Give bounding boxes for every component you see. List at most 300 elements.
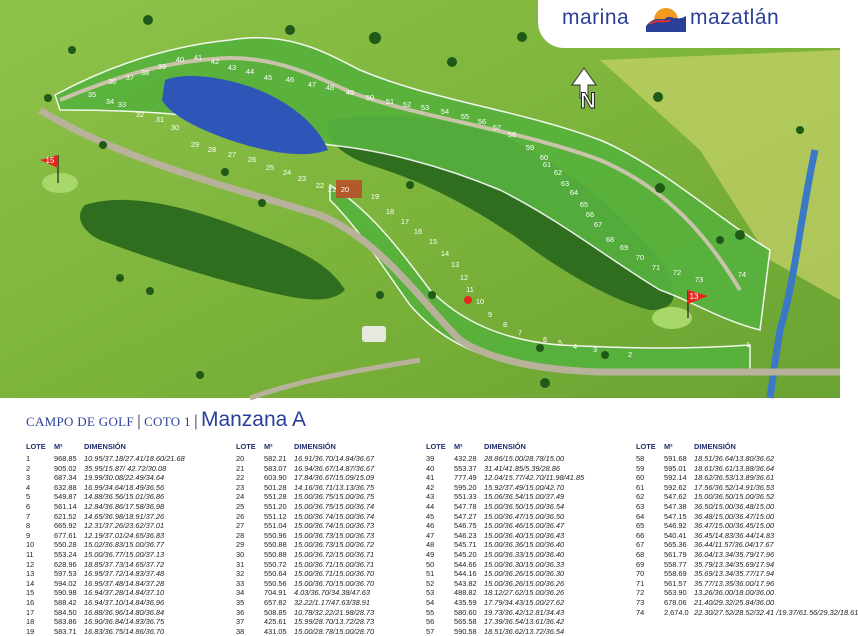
lot-label: 31 [155,114,165,124]
lot-label: 61 [542,159,552,169]
lot-area: 905.02 [54,463,77,473]
lot-label: 60 [539,152,549,162]
table-row [236,540,426,550]
heading-part-3: Manzana A [200,408,307,431]
lot-dimension: 16.90/36.84/14.83/36.75 [84,617,165,627]
lot-area: 558.77 [664,559,687,569]
lot-area: 546.23 [454,530,477,540]
lot-dimension: 36.50/15.00/36.48/15.00 [694,501,775,511]
lot-number: 54 [426,597,435,607]
table-row [26,598,224,608]
table-header [26,442,224,452]
lot-dimension: 14.16/36.71/13.13/36.75 [294,482,375,492]
lot-area: 583.71 [54,626,77,636]
lot-number: 56 [426,617,435,627]
lot-label: 36 [107,76,117,86]
lot-number: 62 [636,492,645,502]
table-row [636,588,836,598]
lot-number: 47 [426,530,435,540]
lot-table-column [236,442,426,636]
lot-number: 35 [236,597,245,607]
lot-label: 22 [315,180,325,190]
table-row [636,512,836,522]
north-label: N [580,88,596,113]
lot-area: 583.07 [264,463,287,473]
lot-number: 60 [636,473,645,483]
table-row [636,473,836,483]
table-row [636,454,836,464]
lot-dimension: 15.00/36.72/15.00/36.71 [294,549,375,559]
lot-dimension: 15.00/36.73/15.00/36.73 [294,530,375,540]
lot-area: 435.59 [454,597,477,607]
lot-label: 40 [175,54,185,64]
header-dimension: DIMENSIÓN [294,442,336,451]
lot-area: 582.21 [264,454,287,463]
lot-number: 43 [426,492,435,502]
lot-dimension: 15.00/36.50/15.00/36.52 [694,492,775,502]
lot-label: 12 [459,272,469,282]
lot-dimension: 16.91/36.70/14.84/36.67 [294,454,375,463]
lot-label: 25 [265,162,275,172]
lot-dimension: 19.73/36.42/12.81/34.43 [484,607,565,617]
lot-dimension: 35.79/13.34/35.69/17.94 [694,559,775,569]
table-header [636,442,836,452]
lot-area: 677.61 [54,530,77,540]
lot-number: 1 [26,454,31,463]
lot-number: 27 [236,521,245,531]
lot-dimension: 12.19/37.01/24.65/36.83 [84,530,165,540]
lot-number: 34 [236,588,245,598]
lot-label: 64 [569,187,579,197]
heading-separator: | [193,413,198,430]
lot-dimension: 15.00/36.73/15.00/36.72 [294,540,375,550]
lot-number: 68 [636,549,645,559]
lot-dimension: 15.92/37.49/15.00/42.70 [484,482,565,492]
lot-area: 543.82 [454,578,477,588]
table-row [26,512,224,522]
lot-number: 17 [26,607,35,617]
lot-area: 545.71 [454,540,477,550]
lot-number: 39 [426,454,435,463]
table-row [426,550,626,560]
lot-dimension: 36.47/15.00/36.45/15.00 [694,521,775,531]
lot-dimension: 10.78/32.22/21.98/28.73 [294,607,375,617]
lot-dimension: 15.00/36.33/15.00/36.40 [484,549,565,559]
brand-word-1: marina [562,6,630,29]
lot-dimension: 36.48/15.00/36.47/15.00 [694,511,775,521]
lot-area: 551.12 [264,511,287,521]
table-row [426,579,626,589]
lot-dimension: 15.00/36.47/15.00/36.50 [484,511,565,521]
lot-dimension: 35.95/15.87/ 42.72/30.08 [84,463,167,473]
table-row [426,492,626,502]
table-row [236,454,426,464]
table-row [426,473,626,483]
marker-dot [464,296,472,304]
green-15 [42,173,78,193]
lot-dimension: 36.45/14.83/36.44/14.83 [694,530,775,540]
header-m2: M² [54,442,63,451]
lot-number: 31 [236,559,245,569]
lot-label: 66 [585,209,595,219]
lot-number: 18 [26,617,35,627]
flag-15-label: 15 [45,156,55,165]
lot-dimension: 15.00/36.71/15.00/36.71 [294,559,375,569]
lot-dimension: 15.06/36.54/15.00/37.49 [484,492,565,502]
lot-label: 28 [207,144,217,154]
lot-number: 65 [636,521,645,531]
lot-number: 3 [26,473,31,483]
lot-label: 32 [135,109,145,119]
header-lote: LOTE [636,442,656,451]
lot-number: 22 [236,473,245,483]
lot-label: 23 [297,173,307,183]
lot-number: 13 [26,569,35,579]
lot-label: 20 [340,184,350,194]
lot-dimension: 16.99/34.64/18.49/36.56 [84,482,165,492]
lot-area: 561.14 [54,501,77,511]
table-row [26,579,224,589]
lot-number: 4 [26,482,31,492]
table-row [26,569,224,579]
brand-sun-icon [642,4,690,34]
lot-dimension: 17.56/36.52/14.91/36.53 [694,482,775,492]
lot-number: 7 [26,511,31,521]
table-row [426,569,626,579]
lot-dimension: 36.44/11.57/36.04/17.67 [694,540,774,550]
lot-area: 592.14 [664,473,687,483]
golf-cart [362,326,386,342]
lot-dimension: 15.00/36.70/15.00/36.70 [294,578,375,588]
lot-label: 44 [245,66,255,76]
lot-label: 71 [651,262,661,272]
table-row [26,502,224,512]
lot-dimension: 15.00/36.71/15.00/36.70 [294,569,375,579]
lot-area: 704.91 [264,588,287,598]
heading-part-2: COTO 1 [144,414,191,429]
lot-label: 58 [507,129,517,139]
lot-number: 16 [26,597,35,607]
brand-word-2: mazatlán [690,6,780,29]
lot-label: 74 [737,269,747,279]
header-m2: M² [454,442,463,451]
lot-label: 59 [525,142,535,152]
lot-number: 53 [426,588,435,598]
lot-label: 29 [190,139,200,149]
lot-area: 550.28 [54,540,77,550]
lot-number: 72 [636,588,645,598]
lot-dimension: 18.51/36.64/13.80/36.62 [694,454,775,463]
lot-number: 30 [236,549,245,559]
lot-label: 47 [307,79,317,89]
lot-area: 595.20 [454,482,477,492]
lot-label: 9 [487,309,493,319]
lot-area: 545.20 [454,549,477,559]
table-row [26,627,224,636]
lot-dimension: 17.84/36.67/15.09/15.09 [294,473,375,483]
lot-dimension: 15.00/36.46/15.00/36.47 [484,521,565,531]
lot-number: 12 [26,559,35,569]
lot-label: 72 [672,267,682,277]
section-heading [26,408,306,432]
table-row [236,569,426,579]
lot-area: 583.86 [54,617,77,627]
lot-label: 41 [193,52,203,62]
table-row [426,454,626,464]
lot-dimension: 32.22/1.17/47.63/38.91 [294,597,371,607]
lot-label: 65 [579,199,589,209]
lot-number: 5 [26,492,31,502]
table-row [426,502,626,512]
lot-label: 4 [572,341,578,351]
lot-number: 32 [236,569,245,579]
lot-table-column [26,442,224,636]
lot-area: 551.28 [264,492,287,502]
lot-label: 51 [385,96,395,106]
lot-area: 550.72 [264,559,287,569]
lot-label: 17 [400,216,410,226]
lot-number: 8 [26,521,31,531]
table-row [426,598,626,608]
lot-area: 588.42 [54,597,77,607]
lot-number: 51 [426,569,435,579]
lot-label: 30 [170,122,180,132]
lot-number: 45 [426,511,435,521]
table-row [26,464,224,474]
lot-label: 34 [105,96,115,106]
lot-table-column [636,442,858,617]
lot-number: 64 [636,511,645,521]
lot-number: 58 [636,454,645,463]
header-m2: M² [664,442,673,451]
lot-label: 8 [502,319,508,329]
lot-area: 547.38 [664,501,687,511]
lot-area: 547.62 [664,492,687,502]
lot-dimension: 15.02/36.83/15.00/36.77 [84,540,165,550]
lot-number: 71 [636,578,645,588]
lot-label: 55 [460,111,470,121]
lot-label: 5 [557,337,563,347]
table-row [26,540,224,550]
green-13 [652,307,692,329]
lot-area: 551.04 [264,521,287,531]
table-row [426,617,626,627]
lot-number: 66 [636,530,645,540]
lot-area: 488.82 [454,588,477,598]
lot-area: 968.85 [54,454,77,463]
lot-label: 62 [553,167,563,177]
lot-dimension: 21.40/29.32/25.84/36.00 [694,597,775,607]
lot-dimension: 18.12/27.62/15.00/36.26 [484,588,565,598]
table-row [236,608,426,618]
lot-dimension: 15.00/36.30/15.00/36.33 [484,559,565,569]
lot-dimension: 15.00/36.50/15.00/36.54 [484,501,565,511]
lot-area: 590.98 [54,588,77,598]
lot-dimension: 35.77/13.35/36.00/17.96 [694,578,775,588]
lot-label: 42 [210,56,220,66]
lot-number: 57 [426,626,435,636]
table-row [636,502,836,512]
table-row [236,627,426,636]
lot-area: 550.96 [264,530,287,540]
lot-dimension: 15.00/36.77/15.00/37.13 [84,549,165,559]
lot-label: 50 [365,92,375,102]
flag-13-label: 13 [689,292,699,301]
table-row [236,464,426,474]
lot-label: 13 [450,259,460,269]
lot-dimension: 12.84/36.86/17.58/36.98 [84,501,165,511]
lot-label: 54 [440,106,450,116]
table-row [636,550,836,560]
lot-number: 37 [236,617,245,627]
table-row [636,569,836,579]
lot-dimension: 22.30/27.52/28.52/32.41 /19.37/61.56/29.32/18.61 [694,607,858,617]
table-row [236,492,426,502]
header-m2: M² [264,442,273,451]
lot-area: 425.61 [264,617,287,627]
lot-label: 68 [605,234,615,244]
lot-number: 29 [236,540,245,550]
table-row [236,521,426,531]
lot-dimension: 14.65/36.98/18.91/37.26 [84,511,165,521]
lot-area: 549.87 [54,492,77,502]
table-row [26,483,224,493]
lot-number: 74 [636,607,645,617]
lot-area: 628.96 [54,559,77,569]
lot-label: 2 [627,349,633,359]
lot-label: 53 [420,102,430,112]
lot-label: 21 [327,184,337,194]
lot-number: 23 [236,482,245,492]
lot-dimension: 17.39/36.54/13.61/36.42 [484,617,565,627]
lot-label: 6 [542,334,548,344]
table-row [236,502,426,512]
table-row [236,579,426,589]
lot-number: 40 [426,463,435,473]
lot-label: 19 [370,191,380,201]
heading-separator: | [136,413,142,430]
lot-label: 18 [385,206,395,216]
lot-area: 777.49 [454,473,477,483]
table-row [26,454,224,464]
lot-number: 24 [236,492,245,502]
lot-area: 550.56 [264,578,287,588]
table-row [26,492,224,502]
lot-dimension: 35.69/13.34/35.77/17.94 [694,569,775,579]
lot-label: 67 [593,219,603,229]
table-row [636,521,836,531]
lot-number: 15 [26,588,35,598]
lot-area: 595.01 [664,463,687,473]
lot-dimension: 16.94/36.67/14.87/36.67 [294,463,375,473]
table-row [236,512,426,522]
lot-area: 2,674.0 [664,607,689,617]
lot-dimension: 15.00/36.75/15.00/36.74 [294,501,375,511]
table-row [426,560,626,570]
lot-label: 73 [694,274,704,284]
header-dimension: DIMENSIÓN [484,442,526,451]
table-row [26,550,224,560]
lot-label: 52 [402,99,412,109]
table-row [236,483,426,493]
heading-part-1: CAMPO DE GOLF [26,414,134,429]
lot-area: 551.33 [454,492,477,502]
table-row [236,617,426,627]
lot-label: 1 [745,339,751,349]
lot-area: 621.52 [54,511,77,521]
table-header [236,442,426,452]
lot-dimension: 12.04/15.77/42.70/11.98/41.85 [484,473,585,483]
table-row [426,521,626,531]
lot-label: 57 [492,122,502,132]
lot-label: 49 [345,87,355,97]
lot-dimension: 17.79/34.43/15.00/27.62 [484,597,565,607]
table-row [236,588,426,598]
lot-area: 501.28 [264,482,287,492]
table-row [636,492,836,502]
lot-label: 24 [282,167,292,177]
table-row [26,617,224,627]
header-lote: LOTE [26,442,46,451]
lot-area: 603.90 [264,473,287,483]
lot-number: 41 [426,473,435,483]
table-row [426,531,626,541]
header-lote: LOTE [236,442,256,451]
lot-dimension: 18.61/36.61/13.88/36.64 [694,463,775,473]
header-lote: LOTE [426,442,446,451]
lot-number: 61 [636,482,645,492]
lot-label: 27 [227,149,237,159]
lot-area: 550.88 [264,540,287,550]
lot-label: 33 [117,99,127,109]
lot-area: 590.58 [454,626,477,636]
lot-area: 665.92 [54,521,77,531]
lot-number: 55 [426,607,435,617]
lot-label: 46 [285,74,295,84]
lot-label: 37 [125,72,135,82]
lot-area: 547.78 [454,501,477,511]
header-dimension: DIMENSIÓN [84,442,126,451]
lot-dimension: 15.00/36.36/15.00/36.40 [484,540,565,550]
lot-area: 657.82 [264,597,287,607]
lot-area: 558.69 [664,569,687,579]
lot-area: 544.16 [454,569,477,579]
lot-area: 592.62 [664,482,687,492]
lot-table-column [426,442,626,636]
lot-number: 25 [236,501,245,511]
brand-logo [538,0,840,48]
lot-dimension: 16.95/37.72/14.83/37.48 [84,569,165,579]
lot-number: 10 [26,540,35,550]
lot-dimension: 14.88/36.56/15.01/36.86 [84,492,165,502]
lot-dimension: 4.03/36.70/34.38/47.63 [294,588,371,598]
lot-dimension: 16.88/36.96/14.80/36.84 [84,607,165,617]
lot-area: 551.20 [264,501,287,511]
lot-area: 580.60 [454,607,477,617]
lot-number: 9 [26,530,31,540]
table-row [26,521,224,531]
lot-dimension: 15.00/36.40/15.00/36.43 [484,530,565,540]
table-row [26,560,224,570]
lot-label: 10 [475,296,485,306]
lot-area: 546.92 [664,521,687,531]
table-row [426,483,626,493]
lot-label: 14 [440,248,450,258]
table-row [636,560,836,570]
lot-label: 3 [592,344,598,354]
lot-dimension: 28.86/15.00/28.78/15.00 [484,454,565,463]
lot-area: 547.15 [664,511,687,521]
